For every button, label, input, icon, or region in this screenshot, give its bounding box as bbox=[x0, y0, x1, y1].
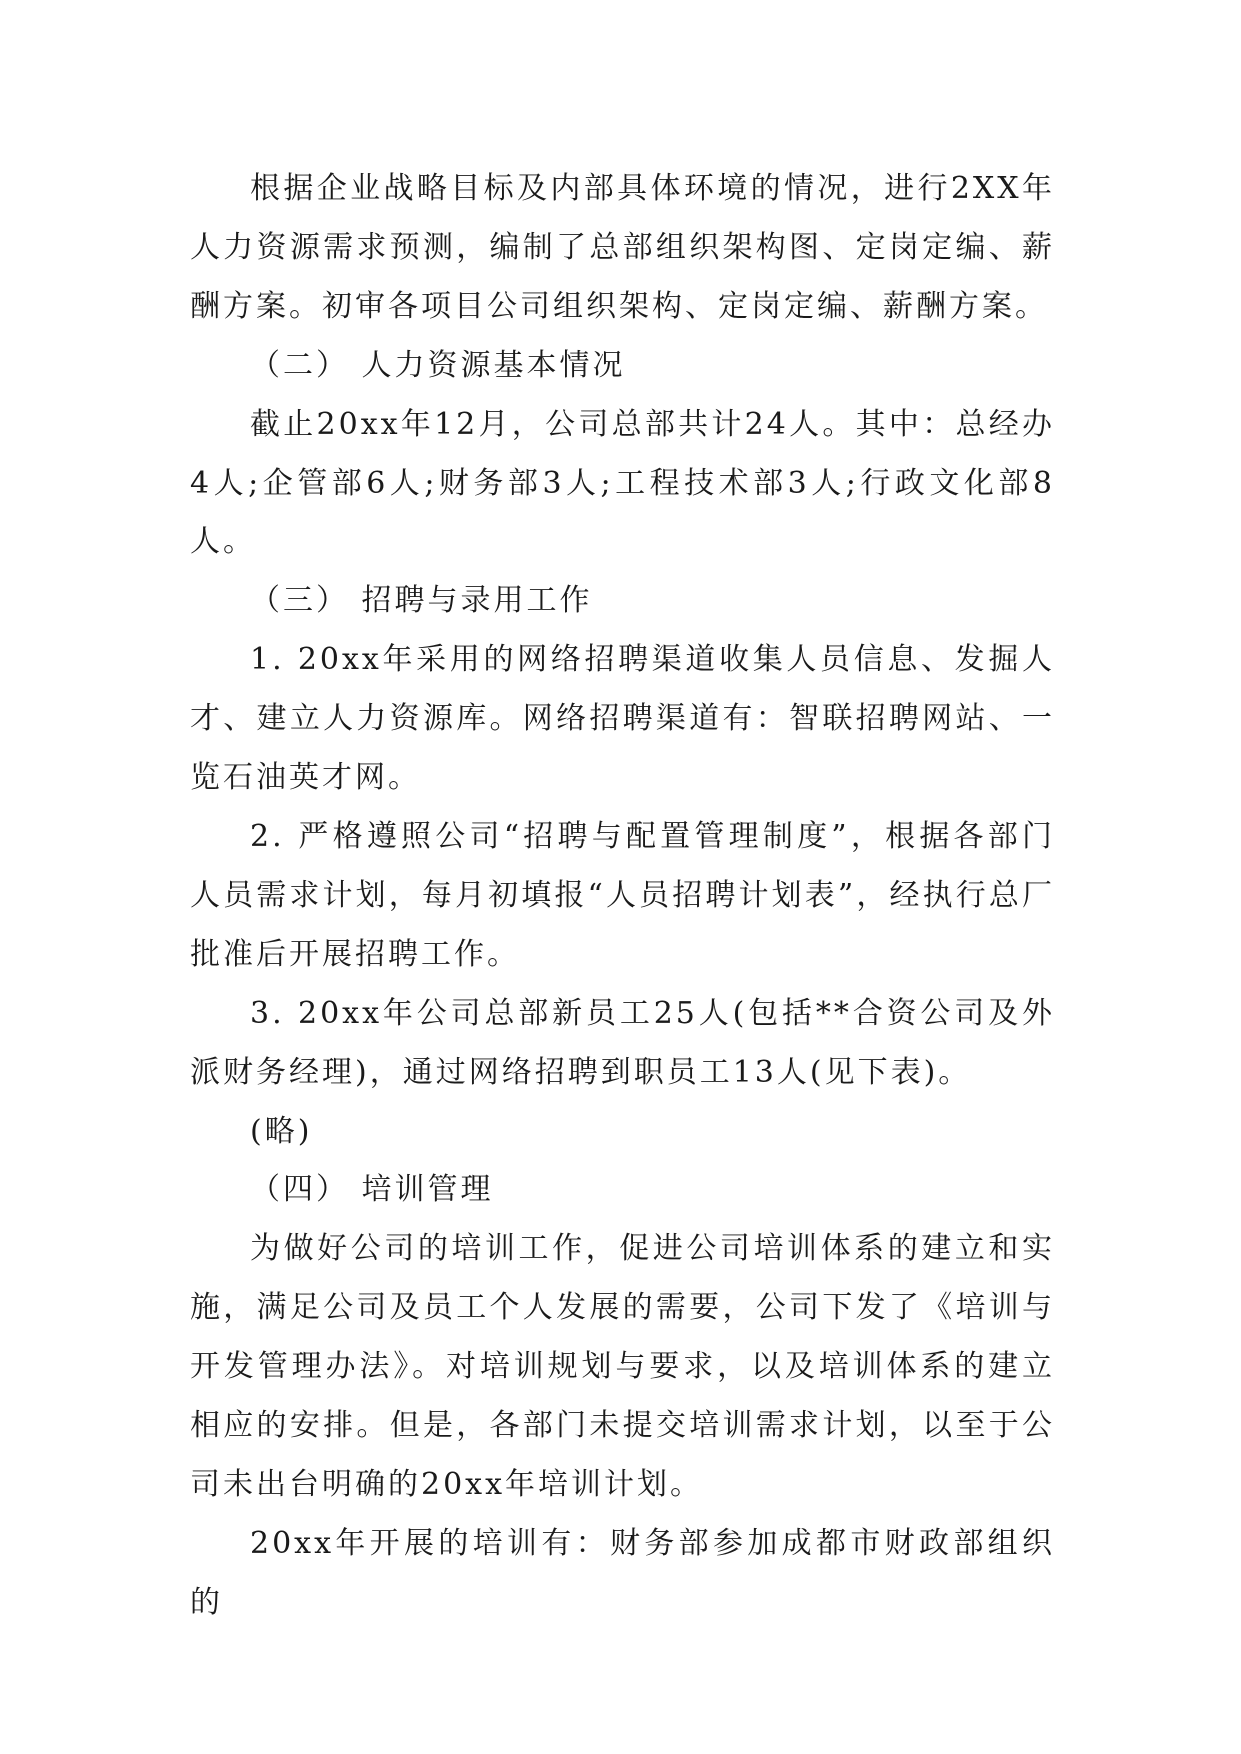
paragraph-hr-planning: 根据企业战略目标及内部具体环境的情况，进行2XX年人力资源需求预测，编制了总部组织架构图、定岗定编、薪酬方案。初审各项目公司组织架构、定岗定编、薪酬方案。 bbox=[190, 171, 1055, 324]
paragraph-headcount: 截止20xx年12月，公司总部共计24人。其中：总经办4人;企管部6人;财务部3人;工程技术部3人;行政文化部8人。 bbox=[190, 406, 1055, 560]
heading-training: （四） 培训管理 bbox=[250, 1172, 494, 1208]
heading-recruitment: （三） 招聘与录用工作 bbox=[250, 583, 593, 619]
paragraph-omitted: (略) bbox=[250, 1113, 313, 1149]
heading-hr-basic-situation: （二） 人力资源基本情况 bbox=[250, 347, 626, 383]
document-body bbox=[190, 160, 1055, 1633]
paragraph-recruitment-item-3: 3. 20xx年公司总部新员工25人(包括**合资公司及外派财务经理)，通过网络招聘到职员工13人(见下表)。 bbox=[190, 995, 1055, 1090]
paragraph-recruitment-item-1: 1. 20xx年采用的网络招聘渠道收集人员信息、发掘人才、建立人力资源库。网络招聘渠道有：智联招聘网站、一览石油英才网。 bbox=[190, 642, 1055, 796]
paragraph-recruitment-item-2: 2. 严格遵照公司“招聘与配置管理制度”，根据各部门人员需求计划，每月初填报“人员招聘计划表”，经执行总厂批准后开展招聘工作。 bbox=[190, 818, 1055, 972]
paragraph-training-policy: 为做好公司的培训工作，促进公司培训体系的建立和实施，满足公司及员工个人发展的需要，公司下发了《培训与开发管理办法》。对培训规划与要求，以及培训体系的建立相应的安排。但是，各部门未提交培训需求计划，以至于公司未出台明确的20xx年培训计划。 bbox=[190, 1231, 1055, 1502]
paragraph-training-conducted: 20xx年开展的培训有：财务部参加成都市财政部组织的 bbox=[190, 1525, 1055, 1620]
